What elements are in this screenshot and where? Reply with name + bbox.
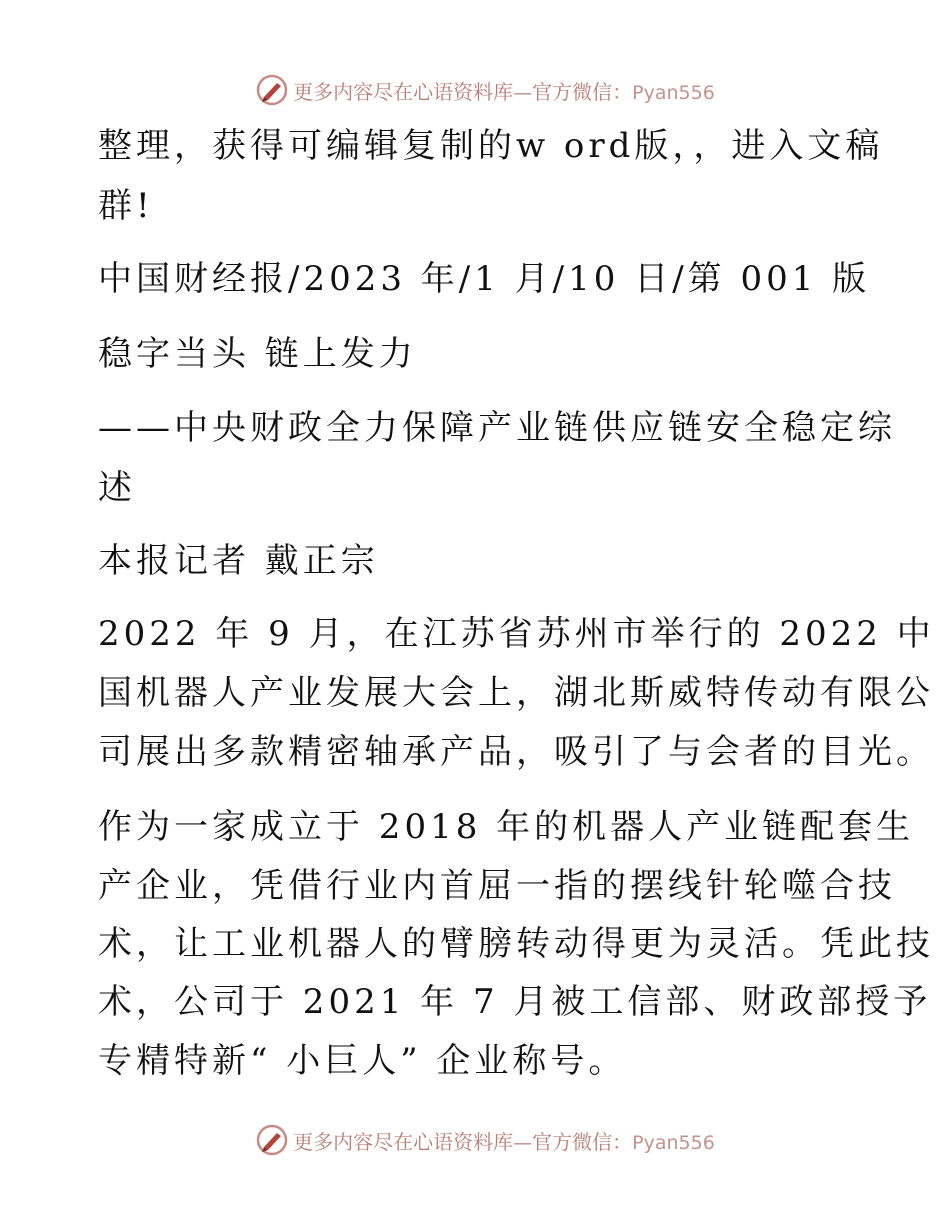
pen-logo-icon — [255, 1123, 289, 1157]
watermark-text: 更多内容尽在心语资料库—官方微信：Pyan556 — [293, 79, 715, 104]
paragraph-line: 产企业，凭借行业内首屈一指的摆线针轮噬合技 — [98, 866, 896, 906]
body-line: 群! — [98, 186, 154, 226]
paragraph-line: 2022 年 9 月，在江苏省苏州市举行的 2022 中 — [98, 614, 935, 654]
body-line: 整理，获得可编辑复制的w ord版，，进入文稿 — [98, 126, 884, 166]
paragraph-line: 术，公司于 2021 年 7 月被工信部、财政部授予 — [98, 982, 932, 1022]
article-subtitle: ——中央财政全力保障产业链供应链安全稳定综 — [98, 408, 896, 448]
document-source-line: 中国财经报/2023 年/1 月/10 日/第 001 版 — [98, 259, 871, 299]
paragraph-line: 专精特新“ 小巨人” 企业称号。 — [98, 1041, 627, 1081]
paragraph-line: 作为一家成立于 2018 年的机器人产业链配套生 — [98, 807, 915, 847]
header-watermark — [0, 70, 950, 110]
pen-logo-icon — [255, 73, 289, 107]
watermark-text: 更多内容尽在心语资料库—官方微信：Pyan556 — [293, 1129, 715, 1154]
footer-watermark — [0, 1120, 950, 1160]
paragraph-line: 国机器人产业发展大会上，湖北斯威特传动有限公 — [98, 673, 934, 713]
article-subtitle-cont: 述 — [98, 468, 136, 508]
article-title: 稳字当头 链上发力 — [98, 334, 417, 374]
paragraph-line: 司展出多款精密轴承产品，吸引了与会者的目光。 — [98, 732, 934, 772]
paragraph-line: 术，让工业机器人的臂膀转动得更为灵活。凭此技 — [98, 924, 934, 964]
article-byline: 本报记者 戴正宗 — [98, 541, 379, 581]
